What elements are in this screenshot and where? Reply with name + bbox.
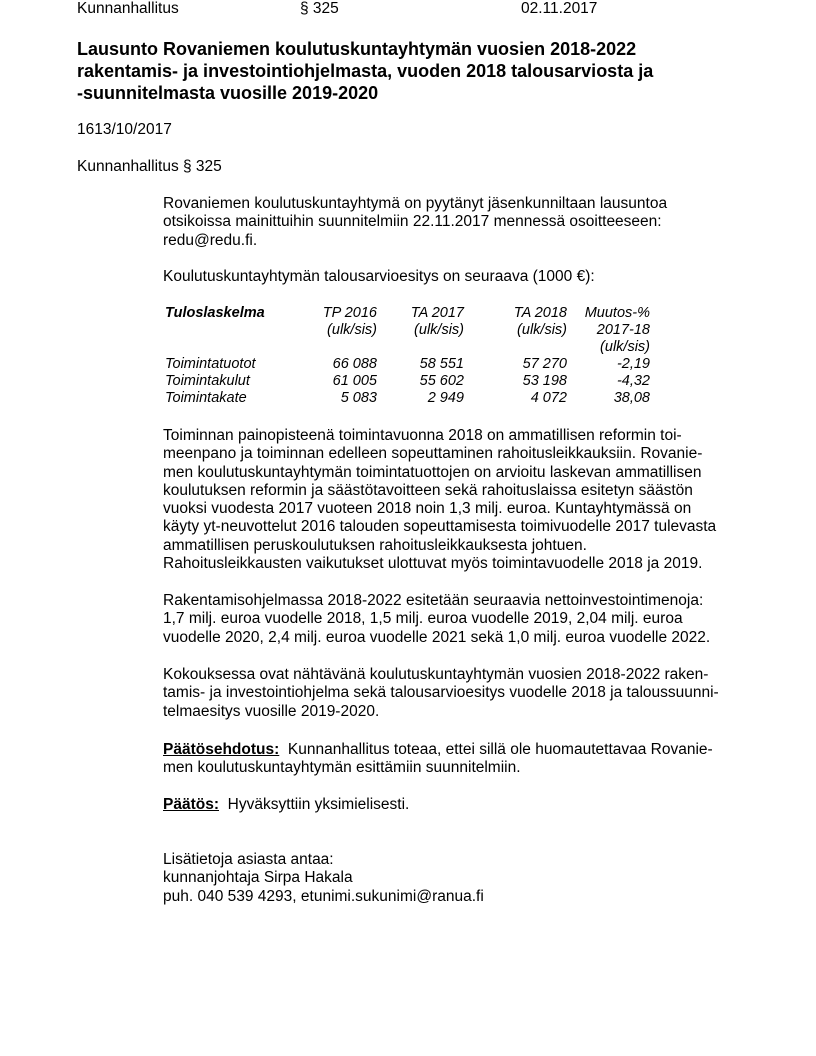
text-line: telmaesitys vuosille 2019-2020. xyxy=(163,702,380,720)
table-row-label: Toimintakulut xyxy=(165,373,250,389)
table-header-tp2016 xyxy=(275,305,377,339)
budget-intro xyxy=(163,268,595,286)
investments-paragraph xyxy=(163,592,710,647)
decision-section xyxy=(163,796,409,814)
text-line: men koulutuskuntayhtymän toimintatuottojen on arvioitu laskevan ammatillisen xyxy=(163,463,702,481)
text-line: kunnanjohtaja Sirpa Hakala xyxy=(163,869,353,887)
text-line: tamis- ja investointiohjelma sekä talousarvioesitys vuodelle 2018 ja taloussuunni- xyxy=(163,684,719,702)
text-line: Lisätietoja asiasta antaa: xyxy=(163,851,334,868)
table-header-ta2018 xyxy=(475,305,567,339)
table-row-label: Toimintakate xyxy=(165,390,247,406)
text-line: meenpano ja toiminnan edelleen sopeuttaminen rahoitusleikkauksiin. Rovanie- xyxy=(163,445,703,463)
title-line: rakentamis- ja investointiohjelmasta, vuoden 2018 talousarviosta ja xyxy=(77,61,654,81)
title-line: Lausunto Rovaniemen koulutuskuntayhtymän vuosien 2018-2022 xyxy=(77,39,637,59)
text-line: Kokouksessa ovat nähtävänä koulutuskuntayhtymän vuosien 2018-2022 raken- xyxy=(163,666,709,683)
table-cell: 61 005 xyxy=(332,373,377,389)
text-line: vuodelle 2020, 2,4 milj. euroa vuodelle 2021 sekä 1,0 milj. euroa vuodelle 2022. xyxy=(163,628,711,646)
documents-paragraph xyxy=(163,666,719,721)
table-cell: 38,08 xyxy=(613,390,650,406)
header-date: 02.11.2017 xyxy=(521,0,598,17)
text-line: Kunnanhallitus toteaa, ettei sillä ole huomautettavaa Rovanie- xyxy=(287,741,713,758)
title-line: -suunnitelmasta vuosille 2019-2020 xyxy=(77,83,379,103)
table-cell: 66 088 xyxy=(332,356,377,372)
intro-paragraph xyxy=(163,195,667,250)
text-line: puh. 040 539 4293, etunimi.sukunimi@ranua.fi xyxy=(163,887,484,905)
proposal-label: Päätösehdotus: xyxy=(163,741,280,758)
text-line: Rahoitusleikkausten vaikutukset ulottuvat myös toimintavuodelle 2018 ja 2019. xyxy=(163,555,703,573)
table-cell: 2 949 xyxy=(427,390,464,406)
table-cell: 53 198 xyxy=(522,373,567,389)
meeting-reference: Kunnanhallitus § 325 xyxy=(77,158,222,175)
table-cell: -2,19 xyxy=(616,356,650,372)
header-line: TA 2017 xyxy=(410,305,464,321)
header-line: (ulk/sis) xyxy=(414,322,464,338)
text-line: vuoksi vuodesta 2017 vuoteen 2018 noin 1,3 milj. euroa. Kuntayhtymässä on xyxy=(163,500,692,518)
table-cell: 5 083 xyxy=(340,390,377,406)
text-line: Rakentamisohjelmassa 2018-2022 esitetään seuraavia nettoinvestointimenoja: xyxy=(163,592,704,609)
header-line: (ulk/sis) xyxy=(517,322,567,338)
header-line: TA 2018 xyxy=(513,305,567,321)
header-line: 2017-18 xyxy=(596,322,650,338)
table-cell: 4 072 xyxy=(530,390,567,406)
text-line: käyty yt-neuvottelut 2016 talouden sopeuttamisesta toimivuodelle 2017 tulevasta xyxy=(163,518,717,536)
header-body-name: Kunnanhallitus xyxy=(77,0,179,17)
text-line: 1,7 milj. euroa vuodelle 2018, 1,5 milj. euroa vuodelle 2019, 2,04 milj. euroa xyxy=(163,610,683,628)
text-line: Toiminnan painopisteenä toimintavuonna 2018 on ammatillisen reformin toi- xyxy=(163,427,682,444)
header-line: TP 2016 xyxy=(322,305,377,321)
text-line: ammatillisen peruskoulutuksen rahoitusleikkauksesta johtuen. xyxy=(163,536,587,554)
decision-text: Hyväksyttiin yksimielisesti. xyxy=(227,796,410,813)
record-number: 1613/10/2017 xyxy=(77,121,172,138)
text-line: Koulutuskuntayhtymän talousarvioesitys on seuraava (1000 €): xyxy=(163,268,595,285)
header-line: (ulk/sis) xyxy=(327,322,377,338)
text-line: men koulutuskuntayhtymän esittämiin suunnitelmiin. xyxy=(163,759,521,777)
document-title xyxy=(77,38,757,104)
table-cell: 55 602 xyxy=(419,373,464,389)
table-cell: -4,32 xyxy=(616,373,650,389)
text-line: Rovaniemen koulutuskuntayhtymä on pyytänyt jäsenkunniltaan lausuntoa xyxy=(163,195,668,212)
proposal-section xyxy=(163,741,713,778)
table-row-label: Toimintatuotot xyxy=(165,356,256,372)
table-cell: 57 270 xyxy=(522,356,567,372)
header-section: § 325 xyxy=(300,0,339,17)
contact-info xyxy=(163,851,484,906)
text-line: redu@redu.fi. xyxy=(163,231,258,249)
table-header-label: Tuloslaskelma xyxy=(165,305,265,321)
table-header-ta2017 xyxy=(375,305,464,339)
header-line: Muutos-% xyxy=(584,305,650,321)
table-header-change xyxy=(570,305,650,356)
decision-label: Päätös: xyxy=(163,796,219,813)
text-line: otsikoissa mainittuihin suunnitelmiin 22.11.2017 mennessä osoitteeseen: xyxy=(163,213,662,231)
header-line: (ulk/sis) xyxy=(600,339,650,355)
focus-paragraph xyxy=(163,427,716,573)
text-line: koulutuksen reformin ja säästötavoitteen sekä rahoituslaissa esitetyn säästön xyxy=(163,481,693,499)
table-cell: 58 551 xyxy=(419,356,464,372)
